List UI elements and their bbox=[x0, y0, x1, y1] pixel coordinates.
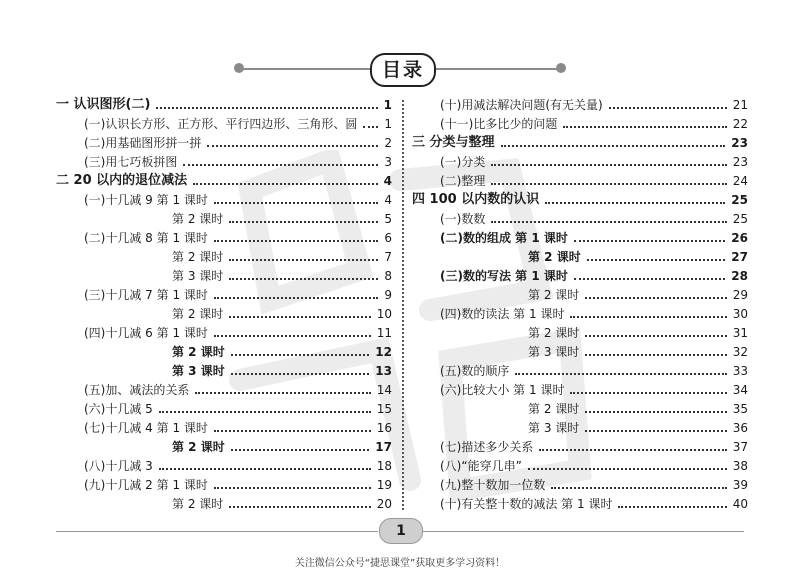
toc-entry-page: 18 bbox=[376, 459, 392, 473]
toc-dot-leader bbox=[570, 392, 727, 394]
header-right-rule bbox=[430, 68, 560, 70]
toc-entry-page: 24 bbox=[732, 174, 748, 188]
toc-entry-page: 27 bbox=[731, 250, 748, 264]
page-title: 目录 bbox=[370, 53, 436, 87]
toc-entry bbox=[172, 438, 392, 456]
toc-entry bbox=[440, 229, 748, 247]
toc-entry-page: 34 bbox=[732, 383, 748, 397]
toc-entry-page: 8 bbox=[384, 269, 392, 283]
toc-dot-leader bbox=[159, 411, 371, 413]
toc-entry-page: 14 bbox=[376, 383, 392, 397]
toc-dot-leader bbox=[195, 392, 371, 394]
toc-dot-leader bbox=[539, 449, 727, 451]
toc-dot-leader bbox=[229, 506, 371, 508]
toc-dot-leader bbox=[585, 335, 727, 337]
toc-entry-label: (十)有关整十数的减法 第 1 课时 bbox=[440, 497, 613, 511]
toc-entry bbox=[172, 362, 392, 380]
toc-entry bbox=[84, 324, 392, 342]
toc-dot-leader bbox=[214, 240, 378, 242]
toc-entry bbox=[84, 419, 392, 437]
toc-entry-label: (七)十几减 4 第 1 课时 bbox=[84, 421, 208, 435]
toc-entry-label: (一)数数 bbox=[440, 212, 486, 226]
toc-dot-leader bbox=[214, 297, 378, 299]
toc-entry bbox=[84, 115, 392, 133]
toc-dot-leader bbox=[214, 335, 371, 337]
toc-dot-leader bbox=[551, 487, 727, 489]
toc-entry-page: 7 bbox=[384, 250, 392, 264]
toc-entry-page: 23 bbox=[731, 136, 748, 150]
toc-entry-page: 16 bbox=[376, 421, 392, 435]
toc-dot-leader bbox=[574, 240, 725, 242]
toc-dot-leader bbox=[159, 468, 371, 470]
toc-dot-leader bbox=[545, 202, 725, 204]
toc-entry bbox=[440, 381, 748, 399]
toc-entry-page: 36 bbox=[732, 421, 748, 435]
toc-entry bbox=[440, 153, 748, 171]
toc-entry bbox=[84, 134, 392, 152]
toc-dot-leader bbox=[156, 107, 378, 109]
toc-entry bbox=[172, 343, 392, 361]
toc-entry-label: (九)十几减 2 第 1 课时 bbox=[84, 478, 208, 492]
toc-entry-label: (五)加、减法的关系 bbox=[84, 383, 190, 397]
toc-entry bbox=[172, 305, 392, 323]
toc-entry bbox=[172, 210, 392, 228]
toc-entry-label: (三)用七巧板拼图 bbox=[84, 155, 178, 169]
toc-dot-leader bbox=[491, 183, 727, 185]
toc-entry-page: 22 bbox=[732, 117, 748, 131]
toc-entry-page: 33 bbox=[732, 364, 748, 378]
toc-entry-page: 29 bbox=[732, 288, 748, 302]
toc-entry bbox=[528, 343, 748, 361]
toc-entry-page: 38 bbox=[732, 459, 748, 473]
toc-entry-page: 15 bbox=[376, 402, 392, 416]
toc-dot-leader bbox=[491, 221, 727, 223]
toc-entry bbox=[528, 400, 748, 418]
toc-dot-leader bbox=[570, 316, 727, 318]
toc-entry-page: 12 bbox=[375, 345, 392, 359]
toc-dot-leader bbox=[214, 202, 378, 204]
toc-entry bbox=[84, 286, 392, 304]
toc-entry bbox=[440, 115, 748, 133]
toc-entry-label: 三 分类与整理 bbox=[412, 135, 495, 150]
toc-entry-label: (二)十几减 8 第 1 课时 bbox=[84, 231, 208, 245]
toc-entry-page: 40 bbox=[732, 497, 748, 511]
toc-dot-leader bbox=[193, 183, 378, 185]
toc-entry bbox=[84, 400, 392, 418]
toc-dot-leader bbox=[585, 354, 727, 356]
toc-dot-leader bbox=[618, 506, 727, 508]
toc-entry-label: (六)十几减 5 bbox=[84, 402, 153, 416]
toc-dot-leader bbox=[363, 126, 378, 128]
toc-entry-label: (八)“能穿几串” bbox=[440, 459, 522, 473]
footer-note: 关注微信公众号“捷思课堂”获取更多学习资料！ bbox=[294, 558, 506, 569]
toc-entry-label: (七)描述多少关系 bbox=[440, 440, 534, 454]
toc-entry-label: 第 2 课时 bbox=[528, 288, 580, 302]
toc-entry bbox=[440, 362, 748, 380]
toc-entry bbox=[440, 438, 748, 456]
toc-dot-leader bbox=[207, 145, 378, 147]
toc-entry-label: 第 2 课时 bbox=[528, 402, 580, 416]
toc-entry bbox=[440, 457, 748, 475]
toc-dot-leader bbox=[563, 126, 727, 128]
toc-dot-leader bbox=[231, 449, 369, 451]
toc-entry bbox=[440, 172, 748, 190]
toc-entry-page: 21 bbox=[732, 98, 748, 112]
toc-dot-leader bbox=[229, 278, 378, 280]
toc-dot-leader bbox=[585, 430, 727, 432]
toc-entry-label: (四)数的读法 第 1 课时 bbox=[440, 307, 565, 321]
toc-entry bbox=[412, 134, 748, 152]
toc-entry-page: 11 bbox=[376, 326, 392, 340]
toc-entry-label: 第 2 课时 bbox=[172, 440, 225, 454]
header-right-dot bbox=[556, 63, 566, 73]
toc-entry-label: 四 100 以内数的认识 bbox=[412, 192, 540, 207]
toc-entry-page: 35 bbox=[732, 402, 748, 416]
footer-left-rule bbox=[56, 531, 378, 532]
toc-dot-leader bbox=[183, 164, 378, 166]
toc-entry-page: 23 bbox=[732, 155, 748, 169]
toc-entry-label: (十一)比多比少的问题 bbox=[440, 117, 558, 131]
toc-entry bbox=[84, 457, 392, 475]
toc-entry-label: 第 2 课时 bbox=[528, 326, 580, 340]
toc-dot-leader bbox=[231, 373, 369, 375]
toc-dot-leader bbox=[214, 487, 371, 489]
toc-dot-leader bbox=[501, 145, 725, 147]
toc-entry-label: (一)分类 bbox=[440, 155, 486, 169]
toc-entry-page: 10 bbox=[376, 307, 392, 321]
toc-entry-page: 1 bbox=[383, 98, 392, 112]
toc-entry-label: 第 3 课时 bbox=[172, 269, 224, 283]
toc-dot-leader bbox=[574, 278, 725, 280]
toc-entry-label: 第 3 课时 bbox=[528, 345, 580, 359]
toc-dot-leader bbox=[515, 373, 727, 375]
toc-entry-label: 二 20 以内的退位减法 bbox=[56, 173, 188, 188]
toc-dot-leader bbox=[609, 107, 727, 109]
toc-dot-leader bbox=[528, 468, 727, 470]
toc-entry bbox=[84, 229, 392, 247]
toc-entry-label: 第 3 课时 bbox=[172, 364, 225, 378]
toc-entry bbox=[56, 172, 392, 190]
toc-entry bbox=[440, 495, 748, 513]
toc-entry-page: 31 bbox=[732, 326, 748, 340]
toc-entry-label: (六)比较大小 第 1 课时 bbox=[440, 383, 565, 397]
toc-entry bbox=[172, 495, 392, 513]
toc-dot-leader bbox=[229, 259, 378, 261]
toc-entry-page: 37 bbox=[732, 440, 748, 454]
toc-entry-label: 第 2 课时 bbox=[172, 497, 224, 511]
toc-entry bbox=[172, 267, 392, 285]
toc-dot-leader bbox=[491, 164, 727, 166]
toc-entry-page: 2 bbox=[384, 136, 392, 150]
toc-entry-page: 25 bbox=[732, 212, 748, 226]
toc-entry bbox=[528, 324, 748, 342]
toc-dot-leader bbox=[214, 430, 371, 432]
toc-entry bbox=[172, 248, 392, 266]
toc-entry-label: (二)整理 bbox=[440, 174, 486, 188]
toc-entry-page: 30 bbox=[732, 307, 748, 321]
toc-entry bbox=[440, 96, 748, 114]
toc-entry-label: (八)十几减 3 bbox=[84, 459, 153, 473]
toc-dot-leader bbox=[229, 316, 371, 318]
toc-entry bbox=[84, 381, 392, 399]
toc-entry-label: 第 2 课时 bbox=[528, 250, 581, 264]
toc-entry-label: 第 2 课时 bbox=[172, 212, 224, 226]
toc-entry-label: (二)数的组成 第 1 课时 bbox=[440, 231, 568, 245]
toc-entry-label: (五)数的顺序 bbox=[440, 364, 510, 378]
toc-dot-leader bbox=[585, 297, 727, 299]
toc-dot-leader bbox=[585, 411, 727, 413]
toc-entry bbox=[84, 191, 392, 209]
toc-dot-leader bbox=[231, 354, 369, 356]
toc-entry bbox=[440, 305, 748, 323]
toc-entry-label: (二)用基础图形拼一拼 bbox=[84, 136, 202, 150]
toc-entry-label: (四)十几减 6 第 1 课时 bbox=[84, 326, 208, 340]
toc-entry-page: 4 bbox=[384, 193, 392, 207]
page-number: 1 bbox=[379, 518, 423, 544]
toc-entry-label: (一)认识长方形、正方形、平行四边形、三角形、圆 bbox=[84, 117, 358, 131]
toc-entry bbox=[528, 286, 748, 304]
toc-entry-label: 一 认识图形(二) bbox=[56, 97, 151, 112]
column-divider bbox=[402, 100, 404, 510]
toc-entry-page: 17 bbox=[375, 440, 392, 454]
toc-dot-leader bbox=[587, 259, 725, 261]
toc-entry bbox=[440, 476, 748, 494]
toc-entry-label: 第 2 课时 bbox=[172, 250, 224, 264]
toc-entry-page: 4 bbox=[383, 174, 392, 188]
toc-entry-page: 6 bbox=[384, 231, 392, 245]
toc-dot-leader bbox=[229, 221, 378, 223]
toc-entry bbox=[84, 476, 392, 494]
toc-entry bbox=[528, 248, 748, 266]
toc-entry bbox=[440, 210, 748, 228]
toc-entry-page: 28 bbox=[731, 269, 748, 283]
toc-entry bbox=[84, 153, 392, 171]
footer-right-rule bbox=[422, 531, 744, 532]
toc-entry-label: (三)数的写法 第 1 课时 bbox=[440, 269, 568, 283]
toc-entry-page: 9 bbox=[384, 288, 392, 302]
toc-entry-page: 39 bbox=[732, 478, 748, 492]
toc-entry bbox=[56, 96, 392, 114]
toc-entry-page: 32 bbox=[732, 345, 748, 359]
toc-entry-page: 26 bbox=[731, 231, 748, 245]
toc-entry-page: 25 bbox=[731, 193, 748, 207]
toc-entry-label: (一)十几减 9 第 1 课时 bbox=[84, 193, 208, 207]
toc-entry-page: 3 bbox=[384, 155, 392, 169]
toc-entry-page: 13 bbox=[375, 364, 392, 378]
toc-entry bbox=[412, 191, 748, 209]
toc-entry bbox=[528, 419, 748, 437]
toc-entry-page: 20 bbox=[376, 497, 392, 511]
toc-entry-label: 第 3 课时 bbox=[528, 421, 580, 435]
toc-entry bbox=[440, 267, 748, 285]
toc-entry-page: 5 bbox=[384, 212, 392, 226]
toc-entry-label: 第 2 课时 bbox=[172, 307, 224, 321]
toc-entry-page: 1 bbox=[384, 117, 392, 131]
toc-entry-label: 第 2 课时 bbox=[172, 345, 225, 359]
toc-entry-page: 19 bbox=[376, 478, 392, 492]
toc-entry-label: (十)用减法解决问题(有无关量) bbox=[440, 98, 603, 112]
toc-entry-label: (三)十几减 7 第 1 课时 bbox=[84, 288, 208, 302]
toc-entry-label: (九)整十数加一位数 bbox=[440, 478, 546, 492]
header-left-rule bbox=[240, 68, 372, 70]
